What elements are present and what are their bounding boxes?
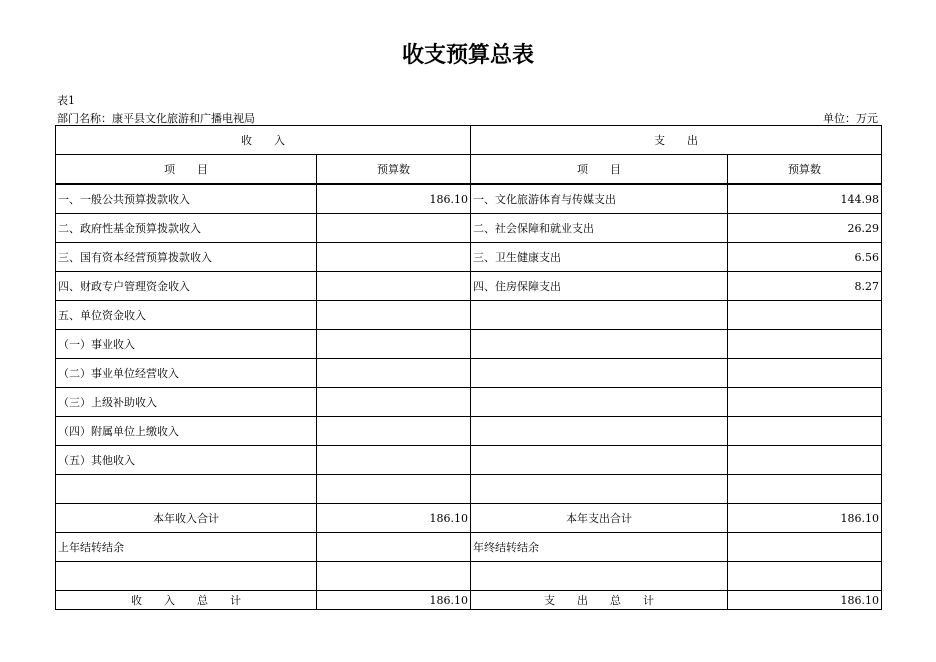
grand-expense-total-label: 支 出 总 计	[471, 591, 728, 610]
table-row	[56, 388, 882, 417]
income-amount: 186.10	[317, 184, 471, 214]
table-row	[56, 301, 882, 330]
empty-cell	[728, 562, 882, 591]
expense-item	[471, 475, 728, 504]
grand-expense-total-value: 186.10	[728, 591, 882, 610]
table-row	[56, 446, 882, 475]
income-amount	[317, 388, 471, 417]
empty-cell	[56, 562, 317, 591]
income-item: 二、政府性基金预算拨款收入	[56, 214, 317, 243]
income-item: （二）事业单位经营收入	[56, 359, 317, 388]
expense-amount	[728, 301, 882, 330]
table-number: 表1	[57, 94, 75, 107]
budget-table	[55, 125, 882, 610]
expense-item	[471, 301, 728, 330]
expense-amount: 6.56	[728, 243, 882, 272]
expense-amount	[728, 475, 882, 504]
expense-amount: 144.98	[728, 184, 882, 214]
table-row	[56, 184, 882, 214]
expense-item: 四、住房保障支出	[471, 272, 728, 301]
income-amount	[317, 272, 471, 301]
prior-year-carryover-label: 上年结转结余	[56, 533, 317, 562]
expense-amount	[728, 330, 882, 359]
year-expense-total-label: 本年支出合计	[471, 504, 728, 533]
expense-item	[471, 446, 728, 475]
income-amount	[317, 243, 471, 272]
income-item: 三、国有资本经营预算拨款收入	[56, 243, 317, 272]
expense-item	[471, 359, 728, 388]
income-item: （三）上级补助收入	[56, 388, 317, 417]
table-row	[56, 214, 882, 243]
expense-amount: 26.29	[728, 214, 882, 243]
expense-item	[471, 417, 728, 446]
page-title: 收支预算总表	[401, 42, 534, 68]
table-row	[56, 475, 882, 504]
table-row	[56, 359, 882, 388]
income-item: 五、单位资金收入	[56, 301, 317, 330]
table-row	[56, 417, 882, 446]
grand-income-total-value: 186.10	[317, 591, 471, 610]
department-name: 部门名称：康平县文化旅游和广播电视局	[57, 112, 255, 125]
empty-cell	[471, 562, 728, 591]
income-amount	[317, 301, 471, 330]
income-item: 四、财政专户管理资金收入	[56, 272, 317, 301]
expense-amount	[728, 446, 882, 475]
year-income-total-label: 本年收入合计	[56, 504, 317, 533]
expense-item: 二、社会保障和就业支出	[471, 214, 728, 243]
income-amount	[317, 475, 471, 504]
income-header: 收 入	[56, 126, 471, 155]
expense-amount	[728, 417, 882, 446]
expense-item: 三、卫生健康支出	[471, 243, 728, 272]
income-item-header: 项 目	[56, 155, 317, 185]
expense-header: 支 出	[471, 126, 882, 155]
year-end-carryover-value	[728, 533, 882, 562]
table-row	[56, 243, 882, 272]
expense-item-header: 项 目	[471, 155, 728, 185]
income-item: （一）事业收入	[56, 330, 317, 359]
expense-item: 一、文化旅游体育与传媒支出	[471, 184, 728, 214]
year-expense-total-value: 186.10	[728, 504, 882, 533]
income-amount-header: 预算数	[317, 155, 471, 185]
expense-item	[471, 330, 728, 359]
expense-item	[471, 388, 728, 417]
income-item: 一、一般公共预算拨款收入	[56, 184, 317, 214]
income-amount	[317, 330, 471, 359]
year-income-total-value: 186.10	[317, 504, 471, 533]
grand-income-total-label: 收 入 总 计	[56, 591, 317, 610]
income-amount	[317, 214, 471, 243]
table-row	[56, 330, 882, 359]
income-amount	[317, 446, 471, 475]
expense-amount-header: 预算数	[728, 155, 882, 185]
income-item: （四）附属单位上缴收入	[56, 417, 317, 446]
expense-amount	[728, 359, 882, 388]
unit-label: 单位：万元	[823, 112, 878, 125]
expense-amount: 8.27	[728, 272, 882, 301]
empty-cell	[317, 562, 471, 591]
prior-year-carryover-value	[317, 533, 471, 562]
income-item: （五）其他收入	[56, 446, 317, 475]
expense-amount	[728, 388, 882, 417]
income-item	[56, 475, 317, 504]
year-end-carryover-label: 年终结转结余	[471, 533, 728, 562]
income-amount	[317, 417, 471, 446]
table-row	[56, 272, 882, 301]
income-amount	[317, 359, 471, 388]
